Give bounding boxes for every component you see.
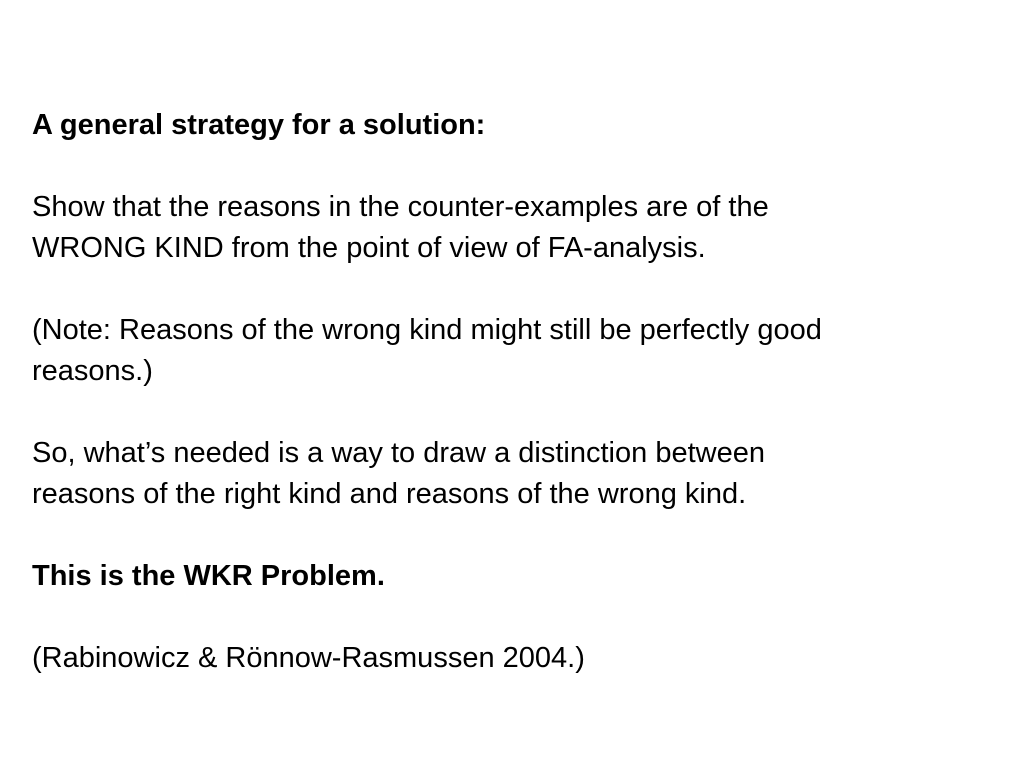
paragraph-distinction [32, 433, 992, 515]
paragraph-strategy [32, 187, 992, 269]
spacer [32, 392, 992, 433]
paragraph-distinction-line-2: reasons of the right kind and reasons of the wrong kind. [32, 478, 747, 510]
conclusion-statement: This is the WKR Problem. [32, 560, 385, 592]
paragraph-note-line-2: reasons.) [32, 355, 153, 387]
slide-heading: A general strategy for a solution: [32, 109, 486, 141]
paragraph-distinction-line-1: So, what’s needed is a way to draw a distinction between [32, 437, 765, 469]
slide-content [32, 105, 992, 679]
paragraph-note-line-1: (Note: Reasons of the wrong kind might still be perfectly good [32, 314, 822, 346]
paragraph-strategy-line-1: Show that the reasons in the counter-examples are of the [32, 191, 769, 223]
spacer [32, 515, 992, 556]
paragraph-strategy-line-2: WRONG KIND from the point of view of FA-analysis. [32, 232, 706, 264]
paragraph-note [32, 310, 992, 392]
spacer [32, 597, 992, 638]
citation: (Rabinowicz & Rönnow-Rasmussen 2004.) [32, 642, 585, 674]
spacer [32, 269, 992, 310]
spacer [32, 146, 992, 187]
